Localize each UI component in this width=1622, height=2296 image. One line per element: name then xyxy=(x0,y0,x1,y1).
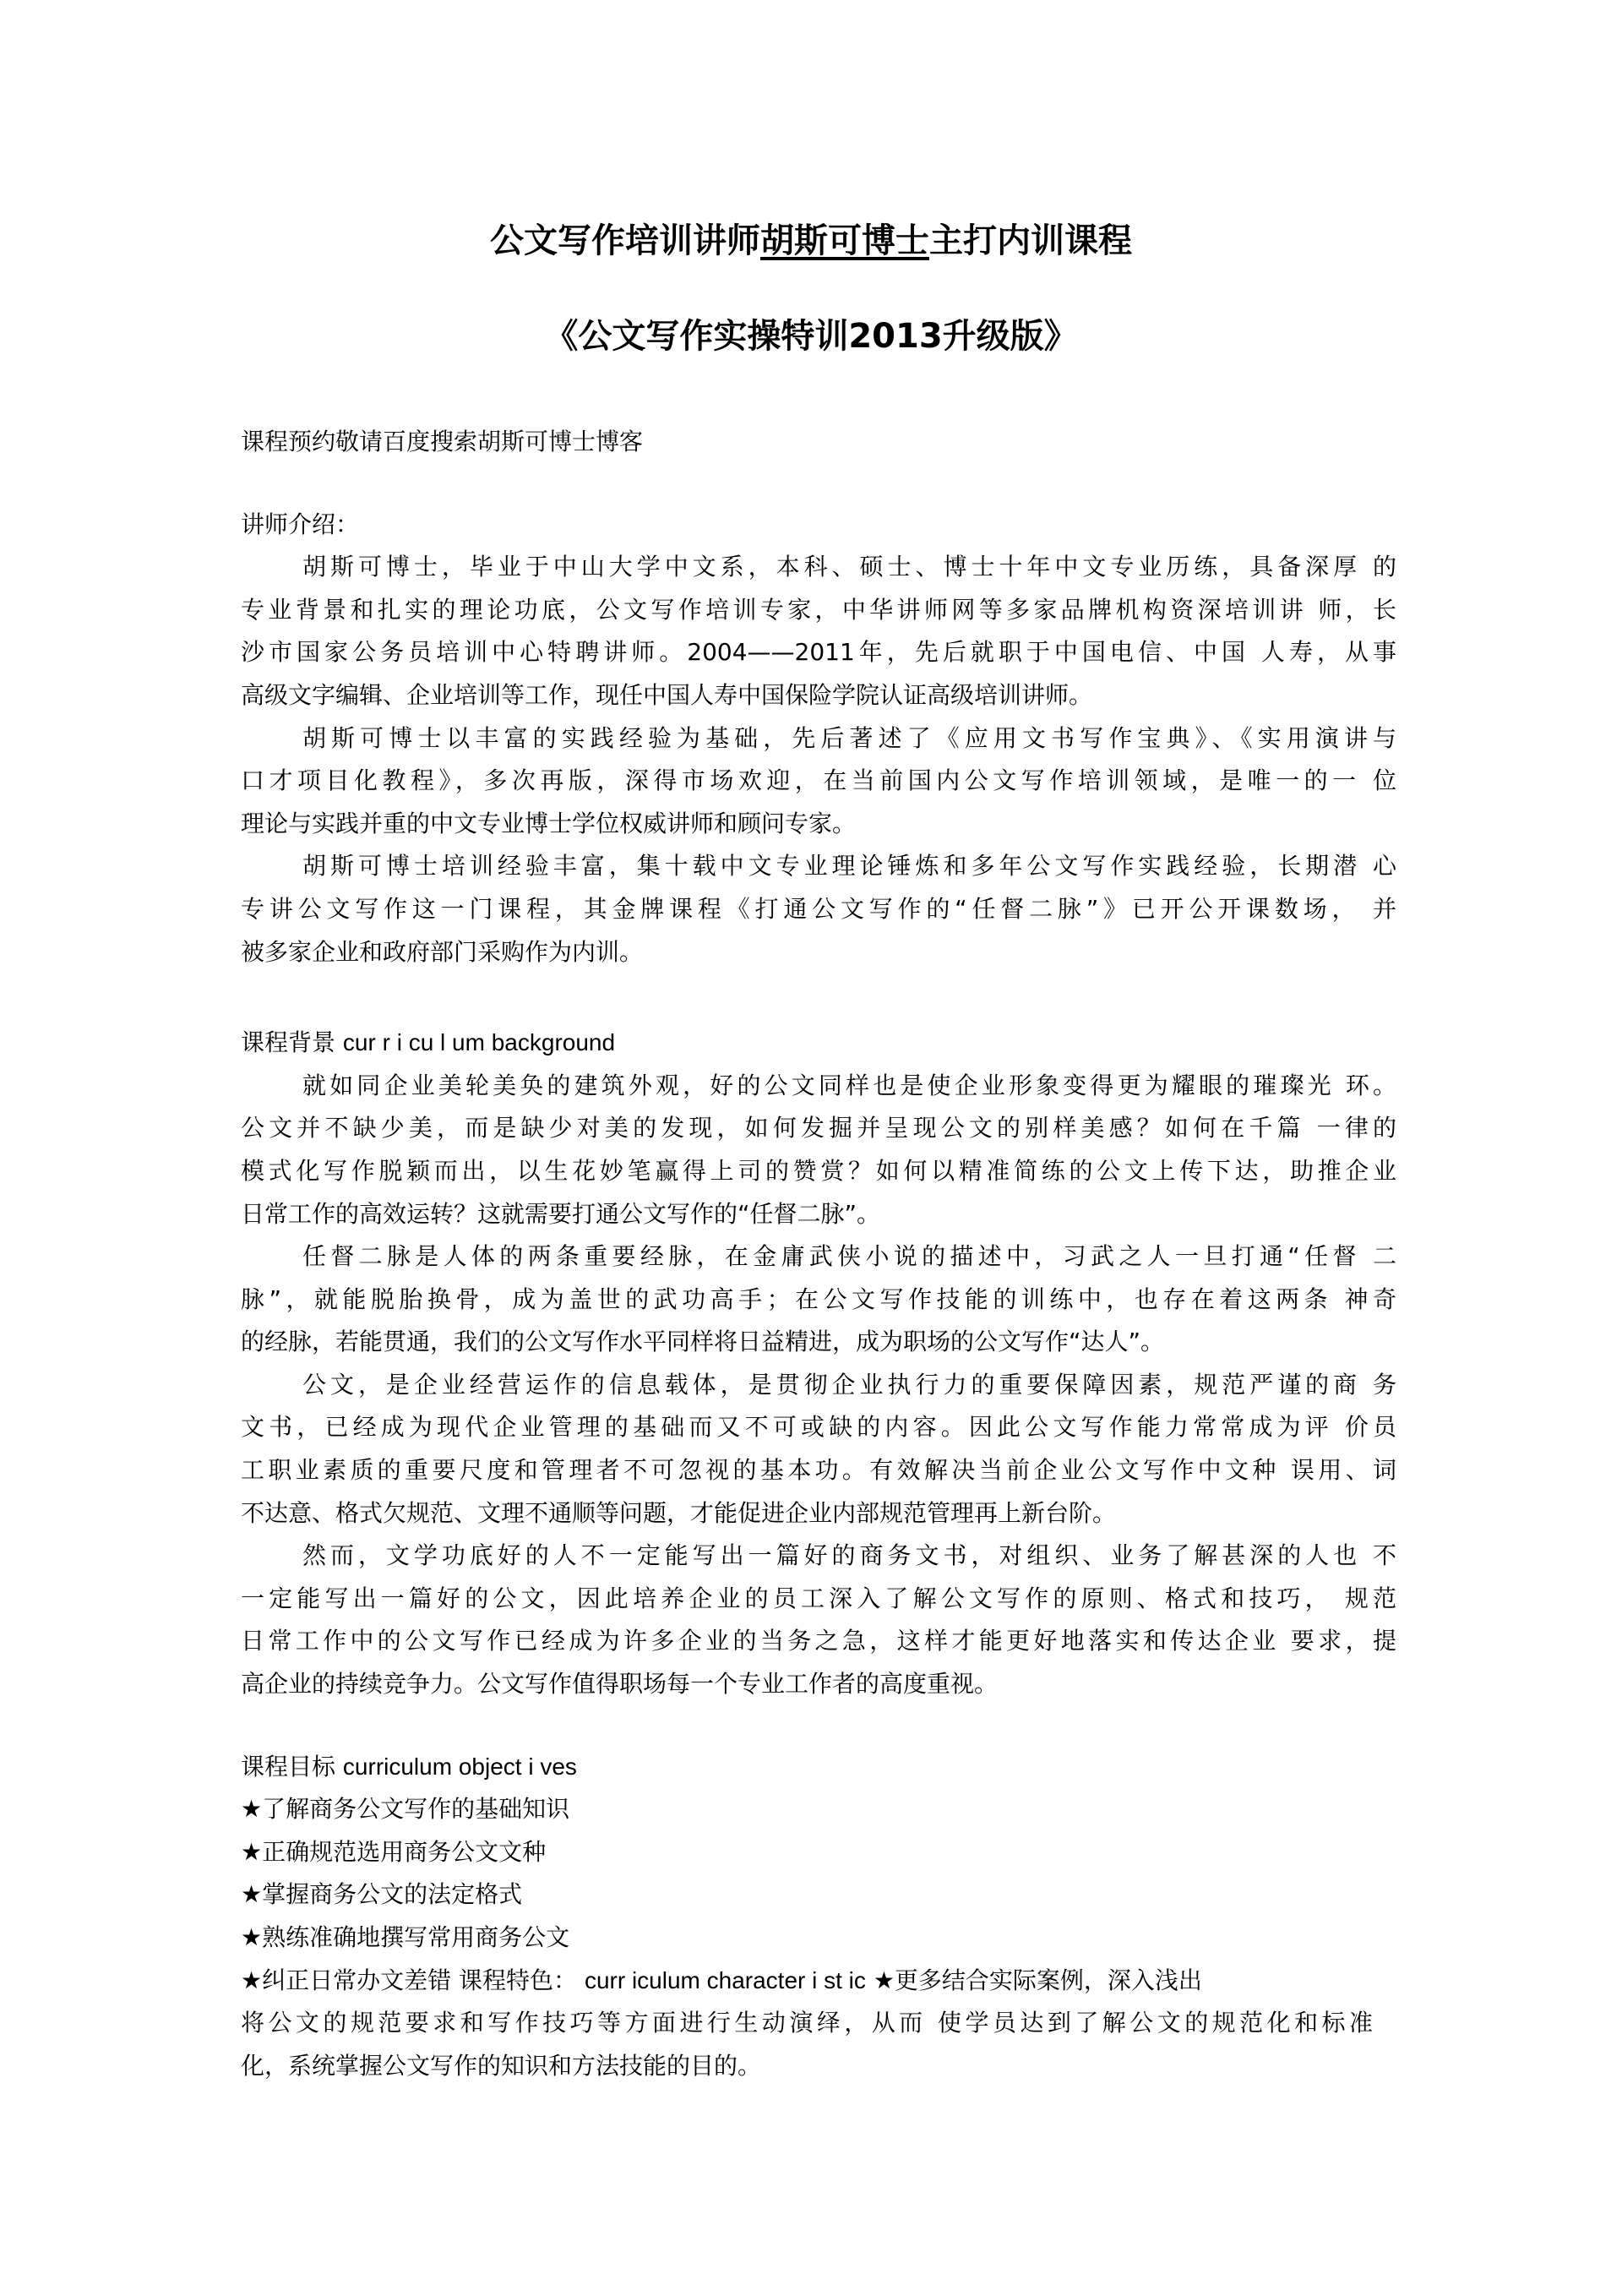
background-paragraph xyxy=(241,1535,1396,1705)
text-line: 化，系统掌握公文写作的知识和方法技能的目的。 xyxy=(241,2051,762,2080)
text-line: 的经脉，若能贯通，我们的公文写作水平同样将日益精进，成为职场的公文写作“达人”。 xyxy=(241,1328,1165,1356)
instructor-paragraph xyxy=(241,717,1396,846)
features-heading-cn: 课程特色： xyxy=(459,1966,578,1994)
text-line: 工职业素质的重要尺度和管理者不可忽视的基本功。有效解决当前企业公文写作中文种 误用、词 xyxy=(241,1456,1396,1485)
document-title xyxy=(0,217,1622,265)
features-heading-en: curr iculum character i st ic xyxy=(584,1966,866,1993)
text-line: 胡斯可博士以丰富的实践经验为基础，先后著述了《应用文书写作宝典》、《实用演讲与 xyxy=(302,723,1396,752)
text-line: 日常工作的高效运转？这就需要打通公文写作的“任督二脉”。 xyxy=(241,1199,881,1228)
text-line: 高级文字编辑、企业培训等工作，现任中国人寿中国保险学院认证高级培训讲师。 xyxy=(241,680,1093,709)
background-heading xyxy=(241,1022,1396,1065)
objective-item: ★熟练准确地撰写常用商务公文 xyxy=(241,1923,570,1951)
instructor-paragraph xyxy=(241,845,1396,973)
text-line: 日常工作中的公文写作已经成为许多企业的当务之急，这样才能更好地落实和传达企业 要求，提 xyxy=(241,1627,1396,1655)
objective-item: ★掌握商务公文的法定格式 xyxy=(241,1880,523,1909)
text-line: 公文，是企业经营运作的信息载体，是贯彻企业执行力的重要保障因素，规范严谨的商 务 xyxy=(302,1370,1396,1399)
text-line: 沙市国家公务员培训中心特聘讲师。2004——2011年，先后就职于中国电信、中国 人寿，从事 xyxy=(241,638,1396,667)
document-body xyxy=(241,421,1396,2087)
text-line: 高企业的持续竞争力。公文写作值得职场每一个专业工作者的高度重视。 xyxy=(241,1670,999,1699)
background-paragraph xyxy=(241,1065,1396,1235)
background-paragraph xyxy=(241,1364,1396,1535)
instructor-name-underlined: 胡斯可博士 xyxy=(760,221,929,260)
objective-item: ★正确规范选用商务公文文种 xyxy=(241,1837,547,1866)
text-line: 模式化写作脱颖而出，以生花妙笔赢得上司的赞赏？如何以精准简练的公文上传下达，助推企业 xyxy=(241,1156,1396,1185)
title-text-pre: 公文写作培训讲师 xyxy=(490,221,760,260)
objective-item: ★纠正日常办文差错 xyxy=(241,1966,452,1994)
objective-item: ★了解商务公文写作的基础知识 xyxy=(241,1795,570,1824)
title-text-post: 主打内训课程 xyxy=(929,221,1132,260)
heading-en: curriculum object i ves xyxy=(342,1753,577,1780)
text-line: 然而，文学功底好的人不一定能写出一篇好的商务文书，对组织、业务了解甚深的人也 不 xyxy=(302,1541,1396,1570)
document-subtitle: 《公文写作实操特训2013升级版》 xyxy=(544,317,1078,356)
text-line: 胡斯可博士，毕业于中山大学中文系，本科、硕士、博士十年中文专业历练，具备深厚 的 xyxy=(302,553,1396,581)
heading-cn: 课程背景 xyxy=(241,1028,336,1057)
text-line: 不达意、格式欠规范、文理不通顺等问题，才能促进企业内部规范管理再上新台阶。 xyxy=(241,1498,1117,1527)
text-line: 口才项目化教程》，多次再版，深得市场欢迎，在当前国内公文写作培训领域，是唯一的一 位 xyxy=(241,766,1396,795)
text-line: 理论与实践并重的中文专业博士学位权威讲师和顾问专家。 xyxy=(241,809,857,837)
objective-and-features-line xyxy=(241,1960,1396,2003)
text-line: 专讲公文写作这一门课程，其金牌课程《打通公文写作的“任督二脉”》已开公开课数场， 并 xyxy=(241,894,1396,923)
heading-cn: 课程目标 xyxy=(241,1752,336,1781)
feature-item: ★更多结合实际案例，深入浅出 xyxy=(873,1966,1202,1994)
text-line: 文书，已经成为现代企业管理的基础而又不可或缺的内容。因此公文写作能力常常成为评 价员 xyxy=(241,1413,1396,1442)
text-line: 就如同企业美轮美奂的建筑外观，好的公文同样也是使企业形象变得更为耀眼的璀璨光 环。 xyxy=(302,1071,1396,1099)
text-line: 将公文的规范要求和写作技巧等方面进行生动演绎，从而 使学员达到了解公文的规范化和标准 xyxy=(241,2009,1373,2037)
objectives-heading xyxy=(241,1746,1396,1789)
text-line: 专业背景和扎实的理论功底，公文写作培训专家，中华讲师网等多家品牌机构资深培训讲 师，长 xyxy=(241,595,1396,624)
text-line: 脉”，就能脱胎换骨，成为盖世的武功高手；在公文写作技能的训练中，也存在着这两条 神奇 xyxy=(241,1284,1396,1313)
text-line: 胡斯可博士培训经验丰富，集十载中文专业理论锤炼和多年公文写作实践经验，长期潜 心 xyxy=(302,852,1396,881)
heading-en: cur r i cu l um background xyxy=(342,1029,616,1056)
text-line: 被多家企业和政府部门采购作为内训。 xyxy=(241,937,644,966)
instructor-heading: 讲师介绍： xyxy=(241,510,360,538)
text-line: 一定能写出一篇好的公文，因此培养企业的员工深入了解公文写作的原则、格式和技巧， 规范 xyxy=(241,1584,1396,1612)
background-paragraph xyxy=(241,1235,1396,1364)
instructor-paragraph xyxy=(241,546,1396,717)
text-line: 任督二脉是人体的两条重要经脉，在金庸武侠小说的描述中，习武之人一旦打通“任督 二 xyxy=(302,1242,1396,1271)
booking-note: 课程预约敬请百度搜索胡斯可博士博客 xyxy=(241,428,644,455)
text-line: 公文并不缺少美，而是缺少对美的发现，如何发掘并呈现公文的别样美感？如何在千篇 一律的 xyxy=(241,1114,1396,1143)
